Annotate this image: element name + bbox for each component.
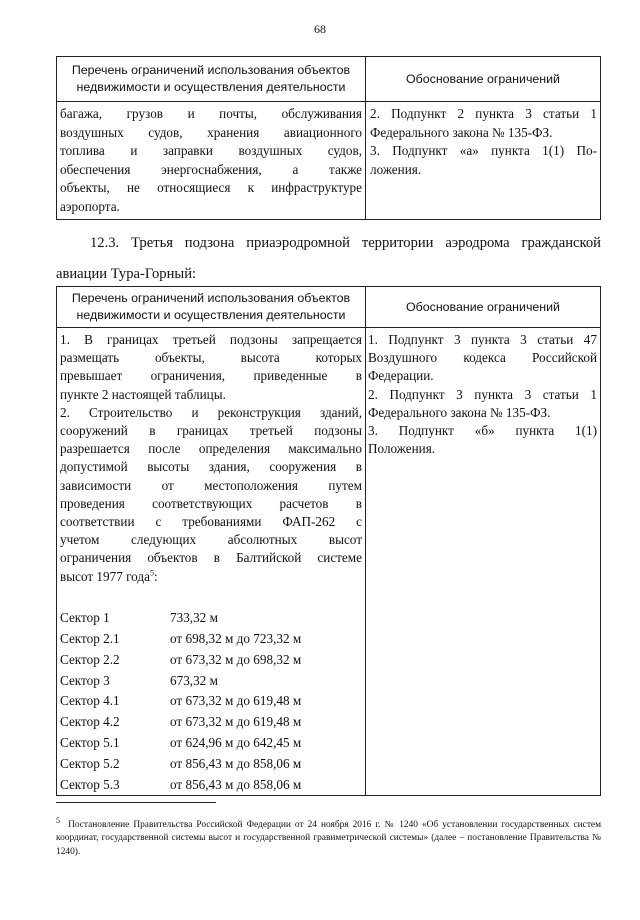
sector-row: [60, 733, 362, 754]
sector-name: Сектор 5.1: [60, 734, 120, 750]
text-line: обеспечения энергоснабжения, а также: [60, 161, 362, 177]
text-line: 2. Строительство и реконструкция зданий,: [60, 404, 362, 420]
sector-height: от 673,32 м до 619,48 м: [170, 714, 302, 730]
text-line: превышает ограничения, приведенные в: [60, 368, 362, 384]
text-line: Федерации.: [368, 368, 434, 384]
text-line: Воздушного кодекса Российской: [368, 350, 597, 366]
text-line: аэропорта.: [60, 198, 120, 214]
footnote-reference[interactable]: 5: [149, 568, 154, 578]
text-line: высот 1977 года$^5$:: [60, 568, 158, 584]
section-heading-12-3: 12.3. Третья подзона приаэродромной территории аэродрома гражданской авиации Тура-Горный:: [56, 235, 601, 282]
sector-height: от 673,32 м до 698,32 м: [170, 651, 302, 667]
sector-row: [60, 712, 362, 733]
sector-height: от 673,32 м до 619,48 м: [170, 693, 302, 709]
text-line: Федерального закона № 135-ФЗ.: [368, 404, 551, 420]
text-line: 1. В границах третьей подзоны запрещается: [60, 332, 362, 347]
sector-height: от 856,43 м до 858,06 м: [170, 776, 302, 792]
text-line: соответствии с требованиями ФАП-262 с: [60, 514, 362, 530]
sector-name: Сектор 4.1: [60, 693, 120, 709]
table-header-row: [57, 57, 601, 102]
restriction-cell: [57, 328, 366, 796]
text-line: объекты, не относящиеся к инфраструктуре: [60, 180, 362, 196]
text-line: пункте 2 настоящей таблицы.: [60, 386, 226, 402]
page-number: 68: [314, 22, 326, 36]
text-line: 1. Подпункт 3 пункта 3 статьи 47: [368, 332, 597, 347]
text-line: ограничения объектов в Балтийской системе: [60, 550, 362, 566]
header-line: недвижимости и осуществления деятельности: [76, 308, 346, 322]
sector-row: [60, 629, 362, 650]
sector-row: [60, 774, 362, 795]
header-justification: Обоснование ограничений: [366, 57, 601, 102]
text-line: 3. Подпункт «а» пункта 1(1) По-: [370, 143, 597, 159]
justification-cell: [366, 328, 601, 796]
sector-row: [60, 691, 362, 712]
text-line: 2. Подпункт 2 пункта 3 статьи 1: [370, 106, 597, 121]
header-restrictions-list: [57, 287, 366, 328]
header-restrictions-list: [57, 57, 366, 102]
text-line: зависимости от местоположения путем: [60, 477, 362, 493]
text-line: Положения.: [368, 441, 436, 457]
sector-name: Сектор 2.2: [60, 651, 120, 667]
text-line: 2. Подпункт 3 пункта 3 статьи 1: [368, 386, 597, 402]
text-line: 3. Подпункт «б» пункта 1(1): [368, 423, 597, 439]
table-row: [57, 102, 601, 220]
text-line: допустимой высоты здания, сооружения в: [60, 459, 362, 475]
sector-row: [60, 670, 362, 691]
sector-name: Сектор 5.2: [60, 755, 120, 771]
sector-name: Сектор 5.3: [60, 776, 120, 792]
sector-height: от 856,43 м до 858,06 м: [170, 755, 302, 771]
sector-row: [60, 649, 362, 670]
sector-row: [60, 608, 362, 629]
sector-name: Сектор 2.1: [60, 630, 120, 646]
header-line: Перечень ограничений использования объектов: [71, 63, 351, 77]
text-line-content: высот 1977 года: [60, 568, 150, 584]
text-line: учетом следующих абсолютных высот: [60, 532, 362, 548]
sector-height: от 624,96 м до 642,45 м: [170, 734, 302, 750]
text-line: разрешается после определения максимально: [60, 441, 362, 457]
text-line: топлива и заправки воздушных судов,: [60, 143, 362, 159]
sector-name: Сектор 1: [60, 610, 110, 626]
footnote-mark: 5: [56, 815, 60, 825]
table-row: [57, 328, 601, 796]
sector-height: от 698,32 м до 723,32 м: [170, 630, 302, 646]
footnote-separator: [56, 802, 216, 803]
third-subzone-table: [56, 286, 601, 796]
sector-height: 733,32 м: [170, 610, 218, 626]
header-line: недвижимости и осуществления деятельности: [76, 80, 346, 94]
footnote-text: Постановление Правительства Российской Федерации от 24 ноября 2016 г. № 1240 «Об установлении государственных систем координат, государственной системы высот и государственной гравиметрической системы» (далее – постановление Правительства № 1240).: [56, 820, 602, 857]
text-line: ложения.: [370, 161, 422, 177]
sector-row: [60, 753, 362, 774]
text-line: проведения соответствующих расчетов в: [60, 495, 362, 511]
text-line: размещать объекты, высота которых: [60, 350, 362, 366]
text-line: сооружений в границах третьей подзоны: [60, 423, 362, 439]
header-justification: Обоснование ограничений: [366, 287, 601, 328]
sector-height: 673,32 м: [170, 672, 218, 688]
footnote: [56, 815, 602, 859]
text-line: багажа, грузов и почты, обслуживания: [60, 106, 362, 121]
sector-list: [60, 608, 362, 795]
sector-name: Сектор 4.2: [60, 714, 120, 730]
restriction-cell: [57, 102, 366, 220]
text-line: воздушных судов, хранения авиационного: [60, 124, 362, 140]
justification-cell: [366, 102, 601, 220]
text-line: Федерального закона № 135-ФЗ.: [370, 124, 553, 140]
table-header-row: [57, 287, 601, 328]
restrictions-table-continued: [56, 56, 601, 220]
header-line: Перечень ограничений использования объектов: [71, 291, 351, 305]
sector-name: Сектор 3: [60, 672, 110, 688]
